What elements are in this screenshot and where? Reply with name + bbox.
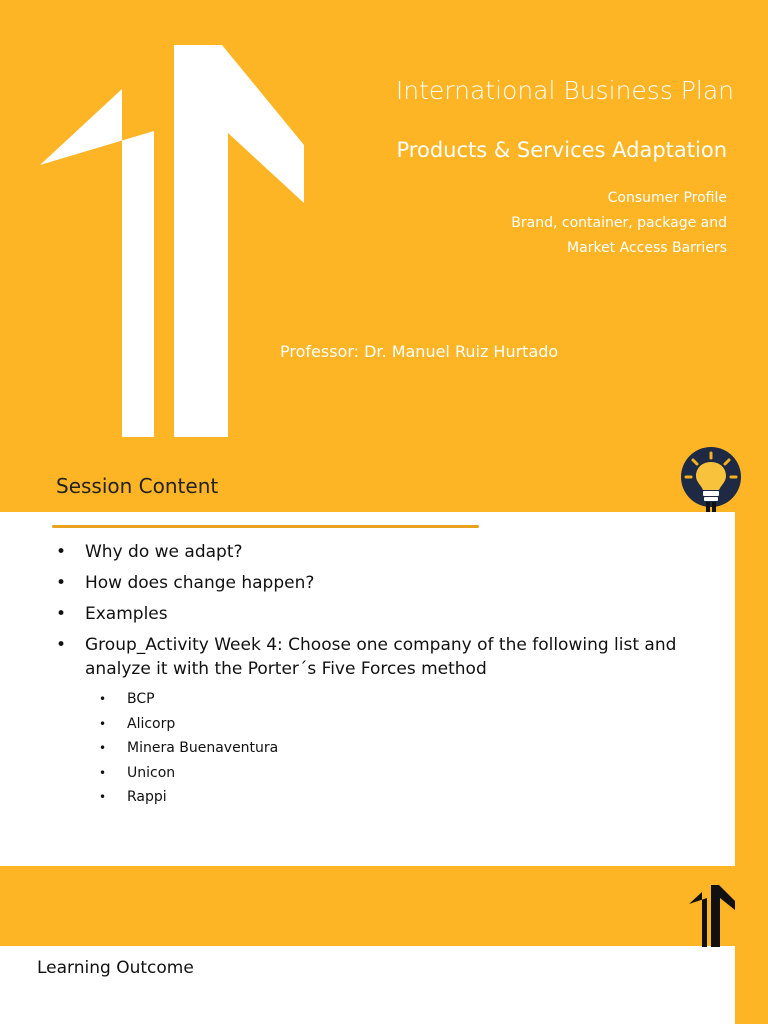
company-item: • Minera Buenaventura	[99, 736, 716, 761]
heading-underline	[52, 525, 479, 528]
session-content-slide	[0, 512, 768, 1024]
list-item: • Examples	[56, 602, 716, 626]
presentation-title: International Business Plan	[395, 76, 734, 105]
list-item: • Why do we adapt?	[56, 540, 716, 564]
company-item: • BCP	[99, 687, 716, 712]
list-item-group-activity	[56, 633, 716, 810]
session-bullets	[56, 540, 716, 817]
group-activity-text: Group_Activity Week 4: Choose one company of the following list and analyze it with the Porter´s Five Forces method	[85, 635, 677, 679]
topics-list	[511, 186, 727, 261]
topic-item: Consumer Profile	[607, 190, 727, 206]
presentation-subtitle: Products & Services Adaptation	[396, 138, 727, 162]
topic-item: Brand, container, package and	[511, 215, 727, 231]
session-content-heading: Session Content	[56, 474, 219, 498]
company-item: • Unicon	[99, 761, 716, 786]
professor-name: Professor: Dr. Manuel Ruiz Hurtado	[280, 342, 559, 361]
list-item: • How does change happen?	[56, 571, 716, 595]
learning-outcome-label: Learning Outcome	[37, 958, 194, 978]
double-arrow-logo-small-icon	[688, 885, 736, 947]
right-accent-strip	[735, 512, 768, 1024]
company-list	[85, 687, 716, 810]
bottom-yellow-band	[0, 866, 735, 946]
double-arrow-logo-icon	[36, 45, 308, 437]
lightbulb-icon	[679, 447, 743, 513]
company-item: • Rappi	[99, 785, 716, 810]
company-item: • Alicorp	[99, 712, 716, 737]
topic-item: Market Access Barriers	[567, 240, 727, 256]
